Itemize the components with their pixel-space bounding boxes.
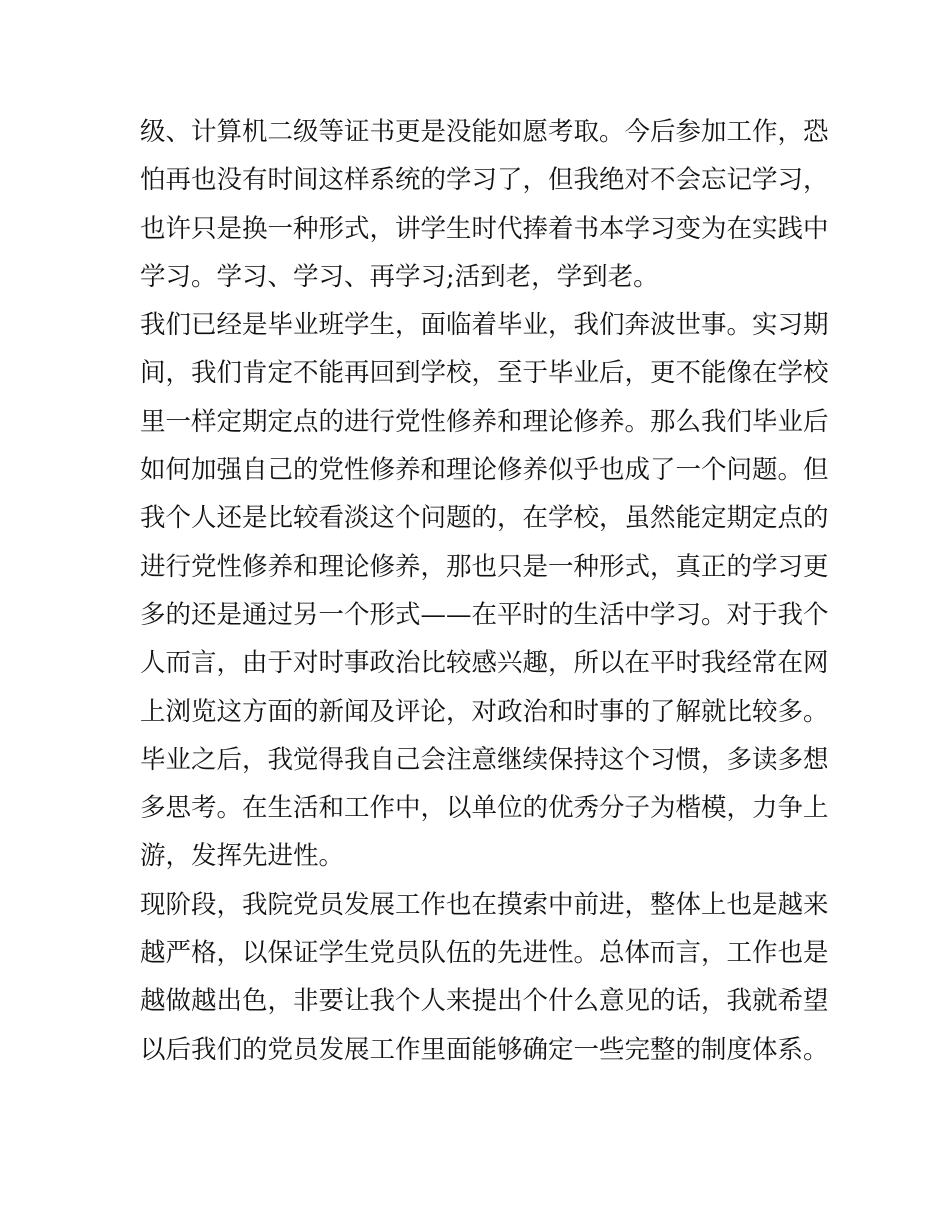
text-line: 我个人还是比较看淡这个问题的，在学校，虽然能定期定点的	[140, 503, 829, 534]
text-line: 如何加强自己的党性修养和理论修养似乎也成了一个问题。但	[140, 455, 829, 486]
text-line: 怕再也没有时间这样系统的学习了，但我绝对不会忘记学习，	[140, 165, 829, 196]
text-line: 间，我们肯定不能再回到学校，至于毕业后，更不能像在学校	[140, 358, 829, 389]
text-line: 上浏览这方面的新闻及评论，对政治和时事的了解就比较多。	[140, 696, 829, 727]
text-line: 毕业之后，我觉得我自己会注意继续保持这个习惯，多读多想	[140, 744, 829, 775]
text-line: 以后我们的党员发展工作里面能够确定一些完整的制度体系。	[140, 1034, 829, 1065]
text-line: 多的还是通过另一个形式——在平时的生活中学习。对于我个	[140, 599, 829, 630]
text-line: 越严格，以保证学生党员队伍的先进性。总体而言，工作也是	[140, 938, 829, 969]
text-line: 里一样定期定点的进行党性修养和理论修养。那么我们毕业后	[140, 406, 829, 437]
text-line: 越做越出色，非要让我个人来提出个什么意见的话，我就希望	[140, 986, 829, 1017]
text-line: 现阶段，我院党员发展工作也在摸索中前进，整体上也是越来	[140, 889, 829, 920]
paragraph-3	[140, 881, 829, 1074]
text-line: 我们已经是毕业班学生，面临着毕业，我们奔波世事。实习期	[140, 310, 829, 341]
text-line: 级、计算机二级等证书更是没能如愿考取。今后参加工作，恐	[140, 117, 829, 147]
text-line: 游，发挥先进性。	[140, 841, 345, 872]
paragraph-2	[140, 301, 829, 881]
text-line: 人而言，由于对时事政治比较感兴趣，所以在平时我经常在网	[140, 648, 829, 679]
text-line: 多思考。在生活和工作中，以单位的优秀分子为楷模，力争上	[140, 793, 829, 824]
text-line: 进行党性修养和理论修养，那也只是一种形式，真正的学习更	[140, 551, 829, 582]
text-line: 也许只是换一种形式，讲学生时代捧着书本学习变为在实践中	[140, 213, 829, 244]
document-body	[140, 108, 829, 1074]
paragraph-1	[140, 108, 829, 301]
text-line: 学习。学习、学习、再学习;活到老，学到老。	[140, 261, 659, 292]
